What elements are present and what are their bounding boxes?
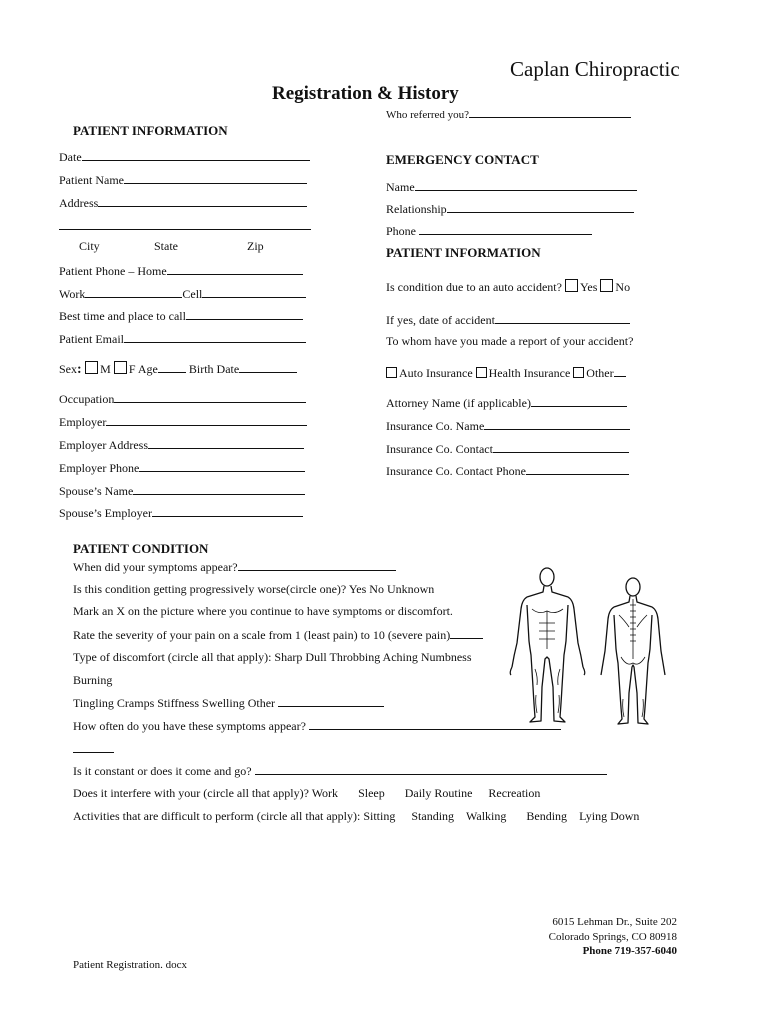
clinic-name: Caplan Chiropractic	[510, 57, 680, 81]
best-time-row	[59, 308, 303, 323]
no-label: No	[615, 280, 631, 294]
condition-heading: PATIENT CONDITION	[73, 541, 209, 556]
employer-row	[59, 414, 307, 429]
patient-name-row	[59, 172, 307, 187]
ins-contact-field[interactable]	[493, 441, 629, 453]
age-field[interactable]	[158, 361, 186, 373]
activity-lying-down[interactable]: Lying Down	[579, 809, 640, 823]
phone-home-row	[59, 263, 303, 278]
ec-phone-label: Phone	[386, 224, 416, 238]
email-field[interactable]	[124, 331, 306, 343]
often-row	[73, 718, 561, 733]
ins-name-field[interactable]	[484, 418, 630, 430]
cell-label: Cell	[182, 287, 203, 301]
sex-label: Sex	[59, 362, 77, 376]
auto-accident-row	[386, 279, 630, 294]
footer-filename: Patient Registration. docx	[73, 959, 187, 971]
ec-phone-row	[386, 223, 592, 238]
severity-row	[73, 627, 483, 642]
spouse-name-field[interactable]	[133, 483, 305, 495]
ec-name-row	[386, 179, 637, 194]
emergency-contact-heading: EMERGENCY CONTACT	[386, 152, 539, 167]
address-field[interactable]	[98, 195, 307, 207]
spouse-employer-label: Spouse’s Employer	[59, 506, 152, 520]
severity-field[interactable]	[450, 627, 483, 639]
ins-contact-phone-row	[386, 463, 629, 478]
insurance-type-row	[386, 365, 626, 380]
employer-address-field[interactable]	[148, 437, 304, 449]
interfere-daily-routine[interactable]: Daily Routine	[404, 786, 473, 800]
ins-contact-row	[386, 441, 629, 456]
often-question: How often do you have these symptoms appear?	[73, 719, 306, 733]
activity-standing[interactable]: Standing	[411, 809, 455, 823]
discomfort-types-row	[73, 695, 384, 710]
other-insurance-field[interactable]	[614, 365, 626, 377]
address-line-2-field[interactable]	[59, 229, 311, 230]
appear-row	[73, 559, 396, 574]
often-field-continued[interactable]	[73, 752, 114, 753]
employer-label: Employer	[59, 415, 107, 429]
constant-question: Is it constant or does it come and go?	[73, 764, 252, 778]
interfere-row	[73, 786, 540, 800]
progressive-question[interactable]: Is this condition getting progressively worse(circle one)? Yes No Unknown	[73, 582, 435, 596]
ins-contact-label: Insurance Co. Contact	[386, 442, 493, 456]
referral-label: Who referred you?	[386, 109, 470, 121]
auto-insurance-checkbox[interactable]	[386, 367, 397, 378]
patient-name-field[interactable]	[124, 172, 307, 184]
phone-home-label: Patient Phone – Home	[59, 264, 167, 278]
work-phone-field[interactable]	[85, 286, 182, 298]
interfere-sleep[interactable]: Sleep	[358, 786, 385, 800]
email-row	[59, 331, 306, 346]
male-checkbox[interactable]	[85, 361, 98, 374]
date-row	[59, 149, 310, 164]
occupation-label: Occupation	[59, 392, 115, 406]
birth-date-field[interactable]	[239, 361, 297, 373]
interfere-question[interactable]: Does it interfere with your (circle all that apply)? Work	[73, 786, 339, 800]
accident-date-label: If yes, date of accident	[386, 313, 495, 327]
attorney-field[interactable]	[531, 395, 627, 407]
constant-field[interactable]	[255, 763, 607, 775]
attorney-row	[386, 395, 627, 410]
work-cell-row	[59, 286, 306, 301]
birth-date-label: Birth Date	[188, 362, 240, 376]
report-question: To whom have you made a report of your accident?	[386, 334, 634, 348]
auto-accident-question: Is condition due to an auto accident?	[386, 280, 562, 294]
yes-label: Yes	[579, 280, 598, 294]
address-row	[59, 195, 307, 210]
appear-field[interactable]	[238, 559, 396, 571]
best-time-label: Best time and place to call	[59, 309, 186, 323]
employer-phone-field[interactable]	[139, 460, 305, 472]
activities-row	[73, 809, 639, 823]
best-time-field[interactable]	[186, 308, 303, 320]
footer-address-line-1: 6015 Lehman Dr., Suite 202	[552, 916, 677, 928]
sex-age-row: Sex: M F Age Birth Date	[59, 361, 297, 377]
ec-relationship-field[interactable]	[447, 201, 634, 213]
state-label: State	[154, 239, 178, 253]
spouse-name-label: Spouse’s Name	[59, 484, 134, 498]
severity-question: Rate the severity of your pain on a scale from 1 (least pain) to 10 (severe pain)	[73, 628, 451, 642]
health-insurance-checkbox[interactable]	[476, 367, 487, 378]
ec-name-field[interactable]	[415, 179, 637, 191]
discomfort-type-question[interactable]: Type of discomfort (circle all that apply): Sharp Dull Throbbing Aching Numbness	[73, 650, 472, 664]
ins-contact-phone-field[interactable]	[526, 463, 629, 475]
referral-row	[386, 106, 631, 122]
activity-walking[interactable]: Walking	[466, 809, 507, 823]
employer-phone-row	[59, 460, 305, 475]
spouse-employer-field[interactable]	[152, 505, 303, 517]
employer-address-row	[59, 437, 304, 452]
zip-label: Zip	[247, 239, 264, 253]
ec-name-label: Name	[386, 180, 415, 194]
appear-question: When did your symptoms appear?	[73, 560, 238, 574]
spouse-employer-row	[59, 505, 303, 520]
auto-accident-yes-checkbox[interactable]	[565, 279, 578, 292]
accident-info-heading: PATIENT INFORMATION	[386, 245, 541, 260]
employer-phone-label: Employer Phone	[59, 461, 140, 475]
ec-phone-field[interactable]	[419, 223, 592, 235]
constant-row	[73, 763, 607, 778]
date-field[interactable]	[82, 149, 310, 161]
city-label: City	[79, 239, 100, 253]
ins-contact-phone-label: Insurance Co. Contact Phone	[386, 464, 526, 478]
other-insurance-label: Other	[586, 366, 614, 380]
auto-accident-no-checkbox[interactable]	[600, 279, 613, 292]
form-title: Registration & History	[272, 83, 459, 104]
date-label: Date	[59, 150, 82, 164]
health-insurance-label: Health Insurance	[488, 366, 571, 380]
body-front-diagram[interactable]	[505, 565, 590, 725]
footer-phone: Phone 719-357-6040	[582, 945, 677, 957]
employer-address-label: Employer Address	[59, 438, 148, 452]
burning-option[interactable]: Burning	[73, 673, 113, 687]
ec-relationship-row	[386, 201, 634, 216]
occupation-row	[59, 391, 306, 406]
discomfort-types-2[interactable]: Tingling Cramps Stiffness Swelling Other	[73, 696, 276, 710]
spouse-name-row	[59, 483, 305, 498]
patient-info-heading: PATIENT INFORMATION	[73, 123, 228, 138]
female-label: F	[128, 362, 136, 376]
ec-relationship-label: Relationship	[386, 202, 447, 216]
address-label: Address	[59, 196, 99, 210]
female-checkbox[interactable]	[114, 361, 127, 374]
work-label: Work	[59, 287, 86, 301]
employer-field[interactable]	[106, 414, 307, 426]
patient-name-label: Patient Name	[59, 173, 124, 187]
mark-instruction: Mark an X on the picture where you continue to have symptoms or discomfort.	[73, 604, 453, 618]
accident-date-row	[386, 312, 630, 327]
ins-name-label: Insurance Co. Name	[386, 419, 485, 433]
accident-date-field[interactable]	[495, 312, 630, 324]
attorney-label: Attorney Name (if applicable)	[386, 396, 531, 410]
referral-field[interactable]	[469, 106, 631, 118]
cell-phone-field[interactable]	[202, 286, 306, 298]
phone-home-field[interactable]	[167, 263, 303, 275]
ins-name-row	[386, 418, 630, 433]
body-back-diagram[interactable]	[595, 575, 670, 725]
age-label: Age	[137, 362, 158, 376]
male-label: M	[100, 362, 111, 376]
auto-insurance-label: Auto Insurance	[399, 366, 473, 380]
email-label: Patient Email	[59, 332, 124, 346]
activities-question[interactable]: Activities that are difficult to perform (circle all that apply): Sitting	[73, 809, 396, 823]
other-insurance-checkbox[interactable]	[573, 367, 584, 378]
activity-bending[interactable]: Bending	[526, 809, 568, 823]
occupation-field[interactable]	[114, 391, 306, 403]
other-discomfort-field[interactable]	[278, 695, 384, 707]
interfere-recreation[interactable]: Recreation	[488, 786, 541, 800]
footer-address-line-2: Colorado Springs, CO 80918	[548, 931, 677, 943]
